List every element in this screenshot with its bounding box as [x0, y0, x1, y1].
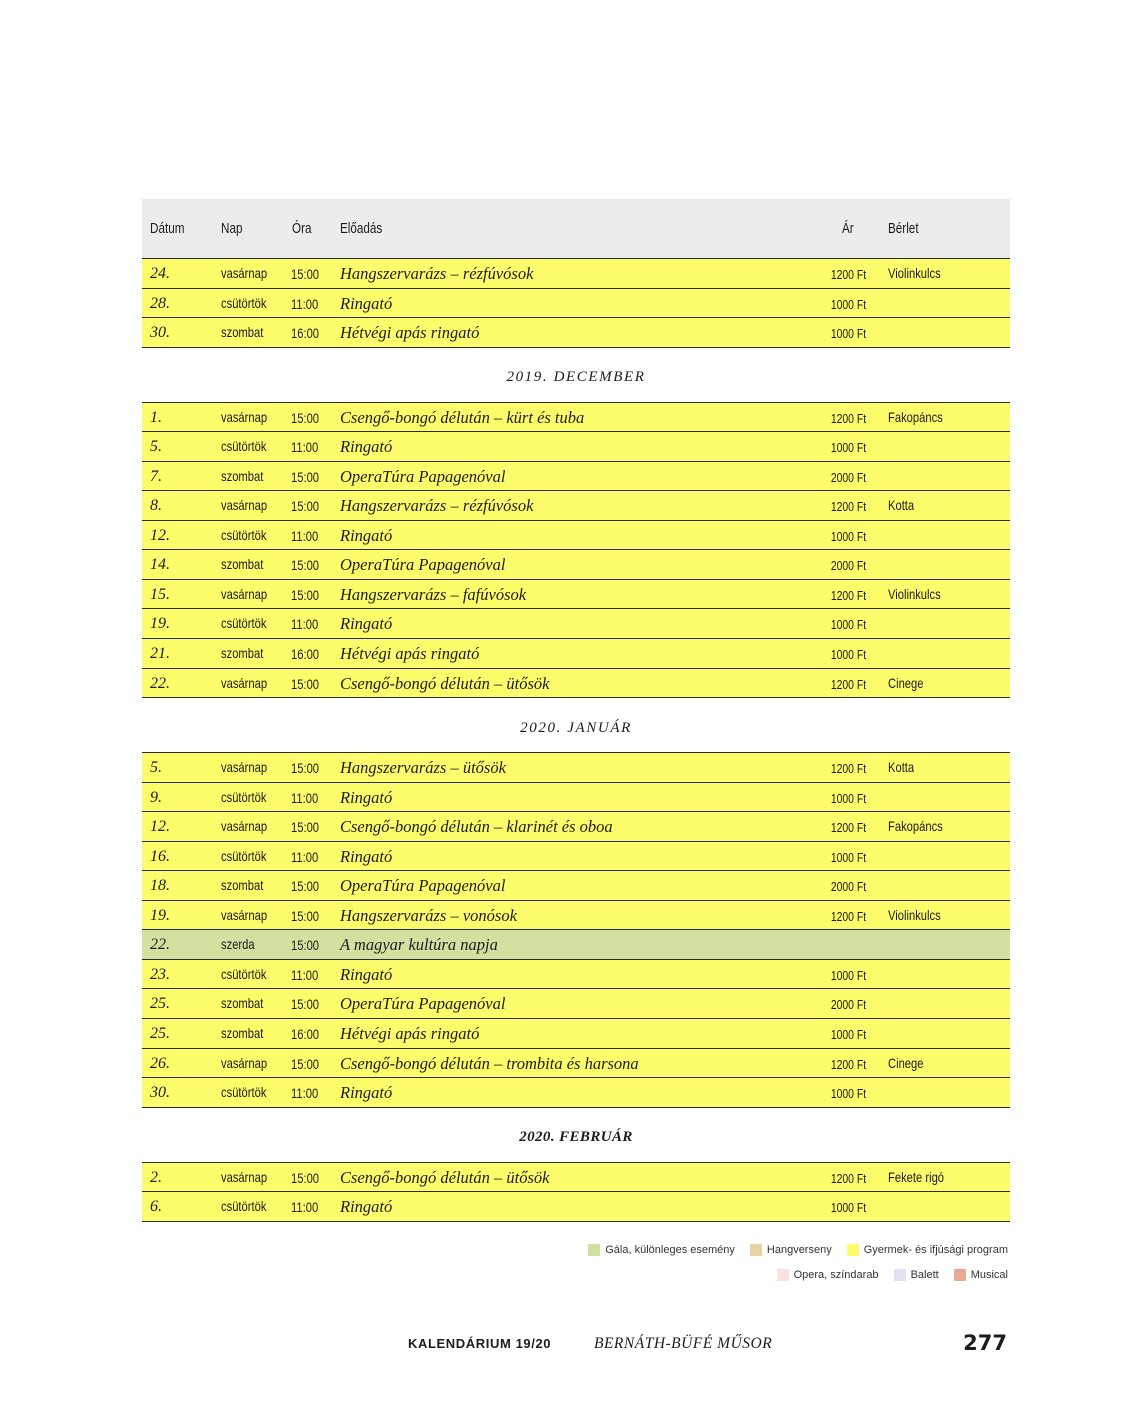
date-cell: 1. — [150, 408, 162, 426]
legend-label: Balett — [910, 1269, 939, 1281]
price-cell: 1000 Ft — [830, 1200, 866, 1216]
price-cell: 1200 Ft — [830, 410, 866, 426]
legend-item — [847, 1244, 1008, 1256]
performance-cell: Csengő-bongó délután – ütősök — [340, 1167, 550, 1187]
table-row — [142, 609, 1010, 639]
color-legend — [573, 1243, 1008, 1293]
time-cell: 16:00 — [291, 325, 320, 342]
date-cell: 26. — [150, 1054, 170, 1072]
table-row — [142, 521, 1010, 551]
table-row — [142, 259, 1010, 289]
date-cell: 12. — [150, 818, 170, 836]
date-cell: 5. — [150, 438, 162, 456]
price-cell: 1000 Ft — [830, 790, 866, 806]
time-cell: 15:00 — [291, 675, 320, 692]
performance-cell: OperaTúra Papagenóval — [340, 466, 506, 486]
column-header-day: Nap — [221, 220, 243, 237]
table-row — [142, 580, 1010, 610]
table-row — [142, 783, 1010, 813]
day-cell: szombat — [221, 645, 264, 662]
pass-cell: Kotta — [888, 497, 915, 514]
day-cell: vasárnap — [221, 265, 268, 281]
column-header-date: Dátum — [150, 220, 185, 237]
price-cell: 1000 Ft — [830, 528, 866, 544]
price-cell: 1000 Ft — [830, 647, 866, 663]
performance-cell: Ringató — [340, 1197, 393, 1217]
performance-cell: Ringató — [340, 964, 393, 984]
time-cell: 15:00 — [291, 819, 320, 836]
day-cell: csütörtök — [221, 294, 267, 311]
legend-swatch — [847, 1244, 859, 1256]
column-header-time: Óra — [292, 220, 312, 237]
legend-swatch — [777, 1269, 789, 1281]
day-cell: szombat — [221, 995, 264, 1012]
pass-cell: Cinege — [888, 1054, 924, 1071]
time-cell: 16:00 — [291, 1026, 320, 1043]
pass-cell: Fakopáncs — [888, 818, 943, 835]
price-cell: 1200 Ft — [830, 908, 866, 924]
day-cell: szerda — [221, 936, 255, 953]
legend-row — [573, 1243, 1008, 1257]
table-row — [142, 901, 1010, 931]
month-section — [142, 752, 1010, 1108]
column-header-price: Ár — [842, 220, 854, 237]
date-cell: 8. — [150, 497, 162, 515]
day-cell: vasárnap — [221, 497, 268, 514]
month-section — [142, 259, 1010, 348]
date-cell: 24. — [150, 265, 170, 282]
day-cell: csütörtök — [221, 965, 267, 982]
pass-cell: Kotta — [888, 759, 915, 776]
table-header — [142, 199, 1010, 259]
day-cell: vasárnap — [221, 759, 268, 776]
price-cell: 1200 Ft — [830, 820, 866, 836]
price-cell: 1000 Ft — [830, 1027, 866, 1043]
table-row — [142, 491, 1010, 521]
date-cell: 22. — [150, 936, 170, 954]
table-row — [142, 1049, 1010, 1079]
month-section — [142, 1162, 1010, 1222]
performance-cell: Hétvégi apás ringató — [340, 323, 480, 343]
date-cell: 30. — [150, 1084, 170, 1102]
legend-swatch — [954, 1269, 966, 1281]
performance-cell: Csengő-bongó délután – trombita és harsona — [340, 1053, 639, 1073]
time-cell: 15:00 — [291, 586, 320, 603]
price-cell: 2000 Ft — [830, 879, 866, 895]
price-cell: 1000 Ft — [830, 849, 866, 865]
time-cell: 11:00 — [291, 295, 319, 312]
date-cell: 28. — [150, 294, 170, 312]
table-row — [142, 318, 1010, 348]
price-cell: 2000 Ft — [830, 469, 866, 485]
legend-item — [777, 1269, 879, 1281]
schedule-table — [142, 199, 1010, 1222]
footer-publication: KALENDÁRIUM 19/20 — [408, 1336, 552, 1351]
price-cell: 2000 Ft — [830, 558, 866, 574]
day-cell: vasárnap — [221, 906, 268, 923]
price-cell: 1000 Ft — [830, 967, 866, 983]
time-cell: 15:00 — [291, 996, 320, 1013]
price-cell: 2000 Ft — [830, 997, 866, 1013]
table-row — [142, 432, 1010, 462]
month-heading: 2020. JANUÁR — [520, 719, 632, 736]
price-cell: 1000 Ft — [830, 1086, 866, 1102]
day-cell: szombat — [221, 877, 264, 894]
time-cell: 11:00 — [291, 789, 319, 806]
table-row — [142, 960, 1010, 990]
performance-cell: Hangszervarázs – fafúvósok — [340, 584, 527, 604]
performance-cell: Ringató — [340, 787, 393, 807]
time-cell: 11:00 — [291, 527, 319, 544]
day-cell: csütörtök — [221, 1084, 267, 1101]
table-row — [142, 989, 1010, 1019]
time-cell: 15:00 — [291, 760, 320, 777]
pass-cell: Fekete rigó — [888, 1168, 945, 1185]
performance-cell: Csengő-bongó délután – ütősök — [340, 673, 550, 693]
date-cell: 25. — [150, 995, 170, 1013]
table-row — [142, 639, 1010, 669]
day-cell: csütörtök — [221, 788, 267, 805]
date-cell: 15. — [150, 585, 170, 603]
performance-cell: Ringató — [340, 293, 393, 313]
performance-cell: Hangszervarázs – rézfúvósok — [340, 496, 534, 516]
performance-cell: Hangszervarázs – rézfúvósok — [340, 264, 534, 283]
time-cell: 15:00 — [291, 907, 320, 924]
performance-cell: Csengő-bongó délután – kürt és tuba — [340, 407, 585, 427]
price-cell: 1200 Ft — [830, 676, 866, 692]
pass-cell: Violinkulcs — [888, 265, 941, 281]
performance-cell: OperaTúra Papagenóval — [340, 876, 506, 896]
price-cell: 1200 Ft — [830, 499, 866, 515]
performance-cell: OperaTúra Papagenóval — [340, 555, 506, 575]
date-cell: 16. — [150, 847, 170, 865]
date-cell: 6. — [150, 1198, 162, 1216]
time-cell: 11:00 — [291, 1085, 319, 1102]
date-cell: 18. — [150, 877, 170, 895]
date-cell: 2. — [150, 1168, 162, 1186]
date-cell: 14. — [150, 556, 170, 574]
column-header-pass: Bérlet — [888, 220, 919, 237]
price-cell: 1000 Ft — [830, 326, 866, 342]
day-cell: vasárnap — [221, 408, 268, 425]
time-cell: 15:00 — [291, 878, 320, 895]
price-cell: 1000 Ft — [830, 296, 866, 312]
time-cell: 15:00 — [291, 937, 320, 954]
legend-label: Musical — [970, 1269, 1008, 1281]
date-cell: 23. — [150, 965, 170, 983]
performance-cell: Hangszervarázs – ütősök — [340, 758, 506, 778]
price-cell: 1200 Ft — [830, 761, 866, 777]
legend-label: Opera, színdarab — [793, 1269, 879, 1281]
performance-cell: Hétvégi apás ringató — [340, 644, 480, 664]
date-cell: 25. — [150, 1025, 170, 1043]
day-cell: csütörtök — [221, 615, 267, 632]
price-cell: 1200 Ft — [830, 1056, 866, 1072]
legend-label: Gála, különleges esemény — [605, 1244, 735, 1256]
table-row — [142, 550, 1010, 580]
date-cell: 19. — [150, 906, 170, 924]
price-cell: 1000 Ft — [830, 440, 866, 456]
time-cell: 11:00 — [291, 1199, 319, 1216]
table-row — [142, 462, 1010, 492]
legend-swatch — [750, 1244, 762, 1256]
performance-cell: Ringató — [340, 437, 393, 457]
performance-cell: Csengő-bongó délután – klarinét és oboa — [340, 817, 613, 837]
legend-label: Gyermek- és ifjúsági program — [863, 1244, 1008, 1256]
price-cell: 1200 Ft — [830, 587, 866, 603]
time-cell: 15:00 — [291, 1055, 320, 1072]
date-cell: 30. — [150, 324, 170, 342]
time-cell: 15:00 — [291, 266, 320, 282]
performance-cell: Ringató — [340, 846, 393, 866]
legend-item — [954, 1269, 1008, 1281]
day-cell: szombat — [221, 556, 264, 573]
time-cell: 15:00 — [291, 409, 320, 426]
table-row — [142, 1019, 1010, 1049]
date-cell: 22. — [150, 674, 170, 692]
legend-item — [588, 1244, 735, 1256]
table-row — [142, 753, 1010, 783]
month-heading: 2019. DECEMBER — [506, 369, 646, 386]
legend-item — [894, 1269, 939, 1281]
table-row — [142, 871, 1010, 901]
date-cell: 7. — [150, 467, 162, 485]
day-cell: vasárnap — [221, 1168, 268, 1185]
price-cell: 1200 Ft — [830, 267, 866, 282]
footer-section-title: BERNÁTH-BÜFÉ MŰSOR — [594, 1335, 773, 1352]
table-row — [142, 842, 1010, 872]
time-cell: 15:00 — [291, 1169, 320, 1186]
column-header-performance: Előadás — [340, 220, 383, 237]
date-cell: 12. — [150, 526, 170, 544]
time-cell: 15:00 — [291, 557, 320, 574]
date-cell: 9. — [150, 788, 162, 806]
day-cell: csütörtök — [221, 1198, 267, 1215]
performance-cell: Hangszervarázs – vonósok — [340, 905, 517, 925]
performance-cell: A magyar kultúra napja — [340, 935, 498, 955]
table-row — [142, 403, 1010, 433]
day-cell: szombat — [221, 1025, 264, 1042]
legend-item — [750, 1244, 832, 1256]
performance-cell: Hétvégi apás ringató — [340, 1024, 480, 1044]
legend-label: Hangverseny — [766, 1244, 832, 1256]
table-row — [142, 930, 1010, 960]
performance-cell: OperaTúra Papagenóval — [340, 994, 506, 1014]
table-row — [142, 1163, 1010, 1193]
price-cell: 1200 Ft — [830, 1170, 866, 1186]
pass-cell: Cinege — [888, 674, 924, 691]
date-cell: 21. — [150, 645, 170, 663]
time-cell: 15:00 — [291, 498, 320, 515]
day-cell: vasárnap — [221, 674, 268, 691]
day-cell: csütörtök — [221, 847, 267, 864]
time-cell: 11:00 — [291, 439, 319, 456]
page-number: 277 — [963, 1331, 1007, 1355]
day-cell: szombat — [221, 467, 264, 484]
legend-swatch — [588, 1244, 600, 1256]
price-cell: 1000 Ft — [830, 617, 866, 633]
time-cell: 15:00 — [291, 468, 320, 485]
pass-cell: Violinkulcs — [888, 585, 941, 602]
day-cell: vasárnap — [221, 818, 268, 835]
day-cell: vasárnap — [221, 1054, 268, 1071]
day-cell: szombat — [221, 324, 264, 341]
pass-cell: Fakopáncs — [888, 408, 943, 425]
day-cell: vasárnap — [221, 585, 268, 602]
month-heading: 2020. FEBRUÁR — [519, 1129, 633, 1146]
day-cell: csütörtök — [221, 438, 267, 455]
month-section — [142, 402, 1010, 698]
table-row — [142, 1192, 1010, 1222]
table-row — [142, 812, 1010, 842]
legend-row — [573, 1268, 1008, 1282]
date-cell: 19. — [150, 615, 170, 633]
performance-cell: Ringató — [340, 1083, 393, 1103]
legend-swatch — [894, 1269, 906, 1281]
time-cell: 11:00 — [291, 848, 319, 865]
date-cell: 5. — [150, 759, 162, 777]
pass-cell: Violinkulcs — [888, 906, 941, 923]
performance-cell: Ringató — [340, 525, 393, 545]
performance-cell: Ringató — [340, 614, 393, 634]
time-cell: 11:00 — [291, 966, 319, 983]
time-cell: 16:00 — [291, 646, 320, 663]
table-row — [142, 289, 1010, 319]
time-cell: 11:00 — [291, 616, 319, 633]
table-row — [142, 669, 1010, 699]
table-row — [142, 1078, 1010, 1108]
day-cell: csütörtök — [221, 526, 267, 543]
